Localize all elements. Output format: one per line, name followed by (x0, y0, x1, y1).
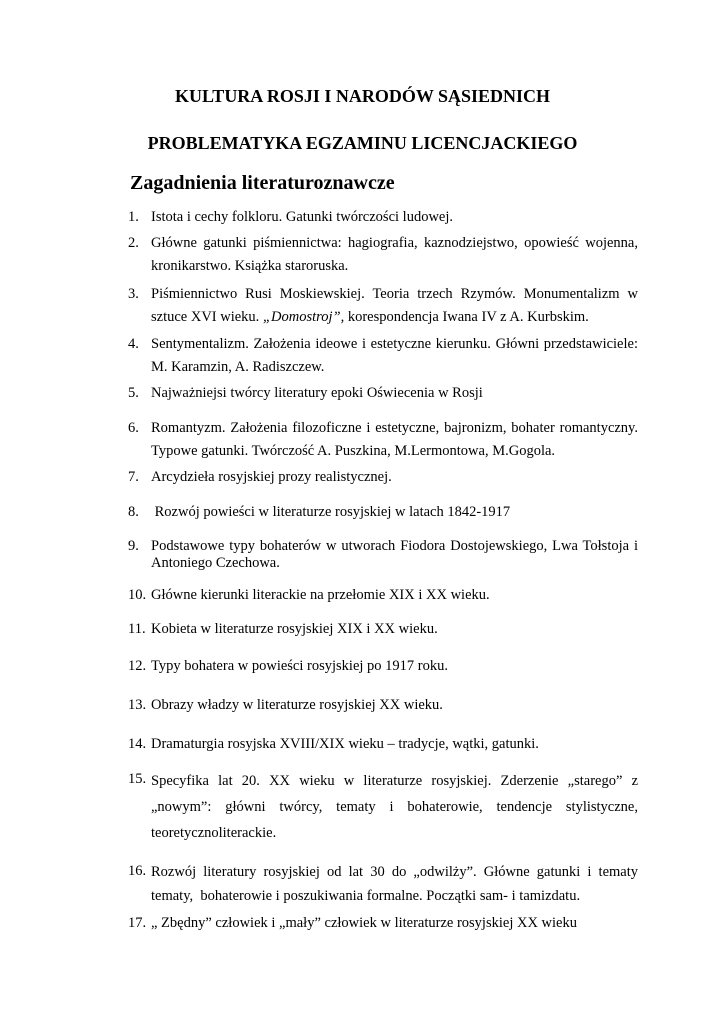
item-text: Romantyzm. Założenia filozoficzne i estetyczne, bajronizm, bohater romantyczny. (151, 420, 638, 436)
item-text: sztuce XVI wieku. „Domostroj”, korespondencja Iwana IV z A. Kurbskim. (151, 309, 589, 325)
item-text: Rozwój literatury rosyjskiej od lat 30 do „odwilży”. Główne gatunki i tematy (151, 864, 638, 880)
item-title-emphasis: „Domostroj”, (262, 309, 345, 325)
item-number: 16. (128, 863, 147, 879)
item-number: 9. (128, 538, 139, 554)
item-text: Obrazy władzy w literaturze rosyjskiej XX wieku. (151, 697, 443, 713)
item-text: Główne kierunki literackie na przełomie XIX i XX wieku. (151, 587, 490, 603)
item-number: 1. (128, 209, 139, 225)
item-number: 12. (128, 658, 147, 674)
item-number: 17. (128, 915, 147, 931)
item-number: 5. (128, 385, 139, 401)
item-text: Główne gatunki piśmiennictwa: hagiografia, kaznodziejstwo, opowieść wojenna, (151, 235, 638, 251)
item-number: 14. (128, 736, 147, 752)
item-number: 6. (128, 420, 139, 436)
item-number: 10. (128, 587, 147, 603)
item-text: Istota i cechy folkloru. Gatunki twórczości ludowej. (151, 209, 454, 225)
item-text: Specyfika lat 20. XX wieku w literaturze rosyjskiej. Zderzenie „starego” z (151, 773, 638, 789)
item-number: 7. (128, 469, 139, 485)
item-number: 2. (128, 235, 139, 251)
item-number: 8. (128, 504, 139, 520)
item-text: teoretycznoliterackie. (151, 825, 277, 841)
item-text: Arcydzieła rosyjskiej prozy realistycznej. (151, 469, 392, 485)
item-number: 3. (128, 286, 139, 302)
item-text: Podstawowe typy bohaterów w utworach Fiodora Dostojewskiego, Lwa Tołstoja i (151, 538, 638, 554)
section-heading: Zagadnienia literaturoznawcze (130, 172, 395, 194)
item-number: 4. (128, 336, 139, 352)
item-text: Dramaturgia rosyjska XVIII/XIX wieku – tradycje, wątki, gatunki. (151, 736, 539, 752)
item-text: Sentymentalizm. Założenia ideowe i estetyczne kierunku. Główni przedstawiciele: (151, 336, 638, 352)
item-text: Kobieta w literaturze rosyjskiej XIX i XX wieku. (151, 621, 438, 637)
item-text: tematy, bohaterowie i poszukiwania formalne. Początki sam- i tamizdatu. (151, 888, 581, 904)
item-number: 11. (128, 621, 146, 637)
item-number: 13. (128, 697, 147, 713)
item-text: „nowym”: główni twórcy, tematy i bohaterowie, tendencje stylistyczne, (151, 799, 638, 815)
item-text: Typy bohatera w powieści rosyjskiej po 1917 roku. (151, 658, 448, 674)
item-number: 15. (128, 771, 147, 787)
item-text: „ Zbędny” człowiek i „mały” człowiek w literaturze rosyjskiej XX wieku (151, 915, 577, 931)
item-text: M. Karamzin, A. Radiszczew. (151, 359, 325, 375)
item-text: kronikarstwo. Książka staroruska. (151, 258, 349, 274)
document-title: KULTURA ROSJI I NARODÓW SĄSIEDNICH (174, 86, 551, 106)
item-text: Piśmiennictwo Rusi Moskiewskiej. Teoria trzech Rzymów. Monumentalizm w (151, 286, 638, 302)
item-text: Rozwój powieści w literaturze rosyjskiej w latach 1842-1917 (151, 504, 511, 520)
item-text: Najważniejsi twórcy literatury epoki Oświecenia w Rosji (151, 385, 483, 401)
item-text: Antoniego Czechowa. (151, 555, 280, 571)
item-text: Typowe gatunki. Twórczość A. Puszkina, M.Lermontowa, M.Gogola. (151, 443, 556, 459)
document-subtitle: PROBLEMATYKA EGZAMINU LICENCJACKIEGO (147, 133, 578, 153)
